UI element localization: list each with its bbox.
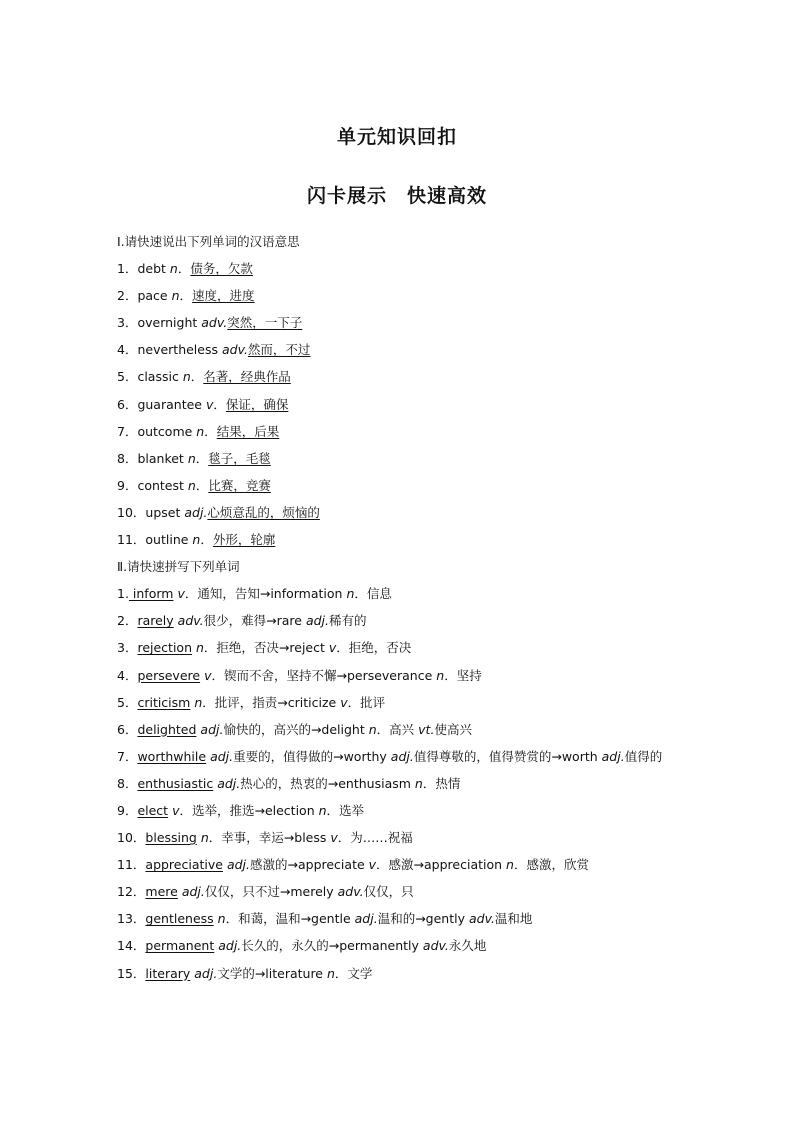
part-of-speech: n <box>194 694 203 710</box>
item-number: 14． <box>117 938 146 954</box>
list-item <box>117 689 680 716</box>
part-of-speech: n <box>169 261 178 277</box>
item-number: 2． <box>117 613 138 629</box>
answer-word: criticism <box>137 694 191 710</box>
item-text: ． <box>204 423 217 439</box>
part-of-speech: n <box>192 532 201 548</box>
item-text: 很少，难得→rare <box>203 613 306 629</box>
item-text: ． <box>195 477 209 493</box>
answer-word: 毯子，毛毯 <box>208 450 271 466</box>
item-text: 文学的→literature <box>217 965 327 981</box>
part-of-speech: n <box>217 911 226 927</box>
item-text: ．高兴 <box>376 721 419 737</box>
part-of-speech: v <box>330 830 338 846</box>
part-of-speech: n <box>171 288 180 304</box>
item-text: ．批评 <box>347 694 386 710</box>
item-text: ． <box>179 288 193 304</box>
item-text: ．感激→appreciation <box>376 857 507 873</box>
list-item <box>117 363 680 390</box>
item-text: 仅仅，只 <box>363 884 414 900</box>
part-of-speech: n <box>436 667 445 683</box>
item-text: ．和蔼，温和→gentle <box>225 911 355 927</box>
list-item <box>117 960 680 987</box>
item-number: 4． <box>117 342 138 358</box>
answer-word: gentleness <box>145 911 214 927</box>
item-text: ．信息 <box>354 586 392 602</box>
part-of-speech: adj. <box>181 884 205 900</box>
item-number: 10． <box>117 830 146 846</box>
item-text: ． <box>190 369 204 385</box>
part-of-speech: v <box>368 857 377 873</box>
item-text: ．拒绝，否决 <box>336 640 412 656</box>
list-item <box>117 580 680 607</box>
list-item <box>117 391 680 418</box>
section-heading: Ⅰ.请快速说出下列单词的汉语意思 <box>117 234 300 249</box>
answer-word: 比赛，竞赛 <box>208 477 271 493</box>
list-item <box>117 499 680 526</box>
item-text: 永久地 <box>448 938 487 954</box>
list-item <box>117 878 680 905</box>
list-item <box>117 282 680 309</box>
list-item <box>117 770 680 797</box>
item-text: 值得尊敬的，值得赞赏的→worth <box>413 748 602 764</box>
answer-word: delighted <box>137 721 197 737</box>
part-of-speech: v <box>177 586 185 602</box>
item-number: 1. <box>117 586 129 602</box>
page-title: 单元知识回扣 <box>336 126 457 148</box>
item-text: ． <box>177 261 191 277</box>
part-of-speech: n <box>182 369 191 385</box>
item-text: 感激的→appreciate <box>250 857 369 873</box>
list-item <box>117 932 680 959</box>
list-item <box>117 716 680 743</box>
item-text: classic <box>137 369 183 385</box>
item-number: 7． <box>117 423 138 439</box>
item-number: 1． <box>117 261 138 277</box>
item-text: ．选举 <box>326 802 365 818</box>
item-number: 11． <box>117 532 146 548</box>
part-of-speech: adv. <box>337 884 364 900</box>
item-number: 4． <box>117 667 138 683</box>
item-number: 13． <box>117 911 146 927</box>
item-text: ．拒绝，否决→reject <box>203 640 329 656</box>
answer-word: enthusiastic <box>137 775 214 791</box>
answer-word: mere <box>145 884 178 900</box>
list-item <box>117 824 680 851</box>
item-number: 11． <box>117 857 146 873</box>
part-of-speech: n <box>196 423 205 439</box>
answer-word: persevere <box>137 667 201 683</box>
list-item <box>117 851 680 878</box>
answer-word: literary <box>145 965 191 981</box>
list-item <box>117 255 680 282</box>
item-text: 值得的 <box>624 748 663 764</box>
list-item <box>117 336 680 363</box>
item-number: 8． <box>117 775 138 791</box>
item-text: 使高兴 <box>434 721 472 737</box>
list-item <box>117 445 680 472</box>
answer-word: 结果，后果 <box>216 423 280 439</box>
answer-word: permanent <box>145 938 215 954</box>
item-number: 2． <box>117 288 138 304</box>
list-item <box>117 607 680 634</box>
part-of-speech: n <box>368 721 377 737</box>
answer-word: 心烦意乱的，烦恼的 <box>207 504 320 520</box>
part-of-speech: n <box>195 640 204 656</box>
item-text: ．选举，推选→election <box>179 802 319 818</box>
part-of-speech: adv. <box>468 911 495 927</box>
part-of-speech: adv. <box>177 613 204 629</box>
part-of-speech: adj. <box>210 748 234 764</box>
item-text: ．为……祝福 <box>337 830 413 846</box>
section-heading: Ⅱ.请快速拼写下列单词 <box>117 559 240 575</box>
part-of-speech: adv. <box>221 342 248 358</box>
answer-word: appreciative <box>145 857 223 873</box>
item-number: 5． <box>117 694 138 710</box>
answer-word: 保证，确保 <box>225 396 289 412</box>
item-text: debt <box>137 261 170 277</box>
item-text: ． <box>213 396 226 412</box>
item-text: ．文学 <box>334 965 373 981</box>
part-of-speech: v <box>172 802 180 818</box>
list-item <box>117 743 680 770</box>
answer-word: rarely <box>137 613 174 629</box>
list-item <box>117 472 680 499</box>
answer-word: 名著，经典作品 <box>203 369 291 385</box>
list-item <box>117 418 680 445</box>
item-text: ．感激，欣赏 <box>513 857 589 873</box>
item-text: 重要的，值得做的→worthy <box>233 748 391 764</box>
answer-word: 然而，不过 <box>247 342 311 358</box>
part-of-speech: adv. <box>422 938 449 954</box>
item-text: ．幸事，幸运→bless <box>208 830 331 846</box>
item-number: 5． <box>117 369 138 385</box>
part-of-speech: adj. <box>354 911 378 927</box>
item-text: ．热情 <box>422 775 461 791</box>
item-text: ．批评，指责→criticize <box>202 694 341 710</box>
item-number: 3． <box>117 315 138 331</box>
item-text: 温和地 <box>494 911 533 927</box>
answer-word: worthwhile <box>137 748 207 764</box>
item-text: 温和的→gently <box>377 911 469 927</box>
part-of-speech: adj. <box>390 748 414 764</box>
item-text: 愉快的，高兴的→delight <box>223 721 369 737</box>
item-text: ．通知，告知→information <box>184 586 347 602</box>
part-of-speech: vt. <box>418 721 435 737</box>
item-text: nevertheless <box>137 342 222 358</box>
item-number: 7． <box>117 748 138 764</box>
item-text: ．锲而不舍，坚持不懈→perseverance <box>211 667 437 683</box>
item-number: 10． <box>117 504 146 520</box>
list-item <box>117 662 680 689</box>
item-text: guarantee <box>137 396 206 412</box>
part-of-speech: n <box>414 775 423 791</box>
item-text: blanket <box>137 450 188 466</box>
part-of-speech: v <box>340 694 348 710</box>
list-item <box>117 526 680 553</box>
item-text: 仅仅，只不过→merely <box>204 884 338 900</box>
item-number: 12． <box>117 884 146 900</box>
part-of-speech: v <box>205 396 214 412</box>
list-item <box>117 309 680 336</box>
item-number: 9． <box>117 802 138 818</box>
item-text: ．坚持 <box>444 667 482 683</box>
part-of-speech: n <box>326 965 335 981</box>
part-of-speech: adj. <box>184 504 208 520</box>
item-text: outline <box>145 532 193 548</box>
part-of-speech: n <box>346 586 355 602</box>
answer-word: rejection <box>137 640 192 656</box>
part-of-speech: v <box>328 640 337 656</box>
item-number: 6． <box>117 396 138 412</box>
item-text: 热心的，热衷的→enthusiasm <box>240 775 415 791</box>
page-subtitle: 闪卡展示 快速高效 <box>306 185 487 207</box>
part-of-speech: n <box>187 477 196 493</box>
list-item <box>117 797 680 824</box>
answer-word: inform <box>128 586 174 602</box>
vocabulary-content <box>117 228 680 987</box>
item-number: 9． <box>117 477 138 493</box>
item-text: 稀有的 <box>328 613 367 629</box>
item-text: 长久的，永久的→permanently <box>241 938 423 954</box>
item-number: 8． <box>117 450 138 466</box>
part-of-speech: adj. <box>601 748 625 764</box>
item-text: outcome <box>137 423 197 439</box>
item-number: 6． <box>117 721 138 737</box>
answer-word: 债务，欠款 <box>190 261 253 277</box>
answer-word: 突然，一下子 <box>227 315 303 331</box>
part-of-speech: adj. <box>194 965 218 981</box>
part-of-speech: v <box>204 667 212 683</box>
item-text: ． <box>195 450 209 466</box>
item-number: 15． <box>117 965 146 981</box>
answer-word: elect <box>137 802 169 818</box>
part-of-speech: n <box>318 802 327 818</box>
item-text: pace <box>137 288 172 304</box>
item-text: upset <box>145 504 185 520</box>
answer-word: 外形，轮廓 <box>212 532 276 548</box>
item-number: 3． <box>117 640 138 656</box>
item-text: ． <box>200 532 213 548</box>
list-item <box>117 634 680 661</box>
part-of-speech: adj. <box>200 721 224 737</box>
part-of-speech: adj. <box>305 613 329 629</box>
part-of-speech: adj. <box>217 775 241 791</box>
part-of-speech: n <box>187 450 196 466</box>
part-of-speech: adj. <box>226 857 250 873</box>
part-of-speech: adv. <box>201 315 228 331</box>
part-of-speech: n <box>506 857 514 873</box>
answer-word: 速度，进度 <box>192 288 255 304</box>
item-text: overnight <box>137 315 202 331</box>
item-text: contest <box>137 477 188 493</box>
part-of-speech: adj. <box>218 938 242 954</box>
list-item <box>117 905 680 932</box>
answer-word: blessing <box>145 830 197 846</box>
part-of-speech: n <box>200 830 209 846</box>
